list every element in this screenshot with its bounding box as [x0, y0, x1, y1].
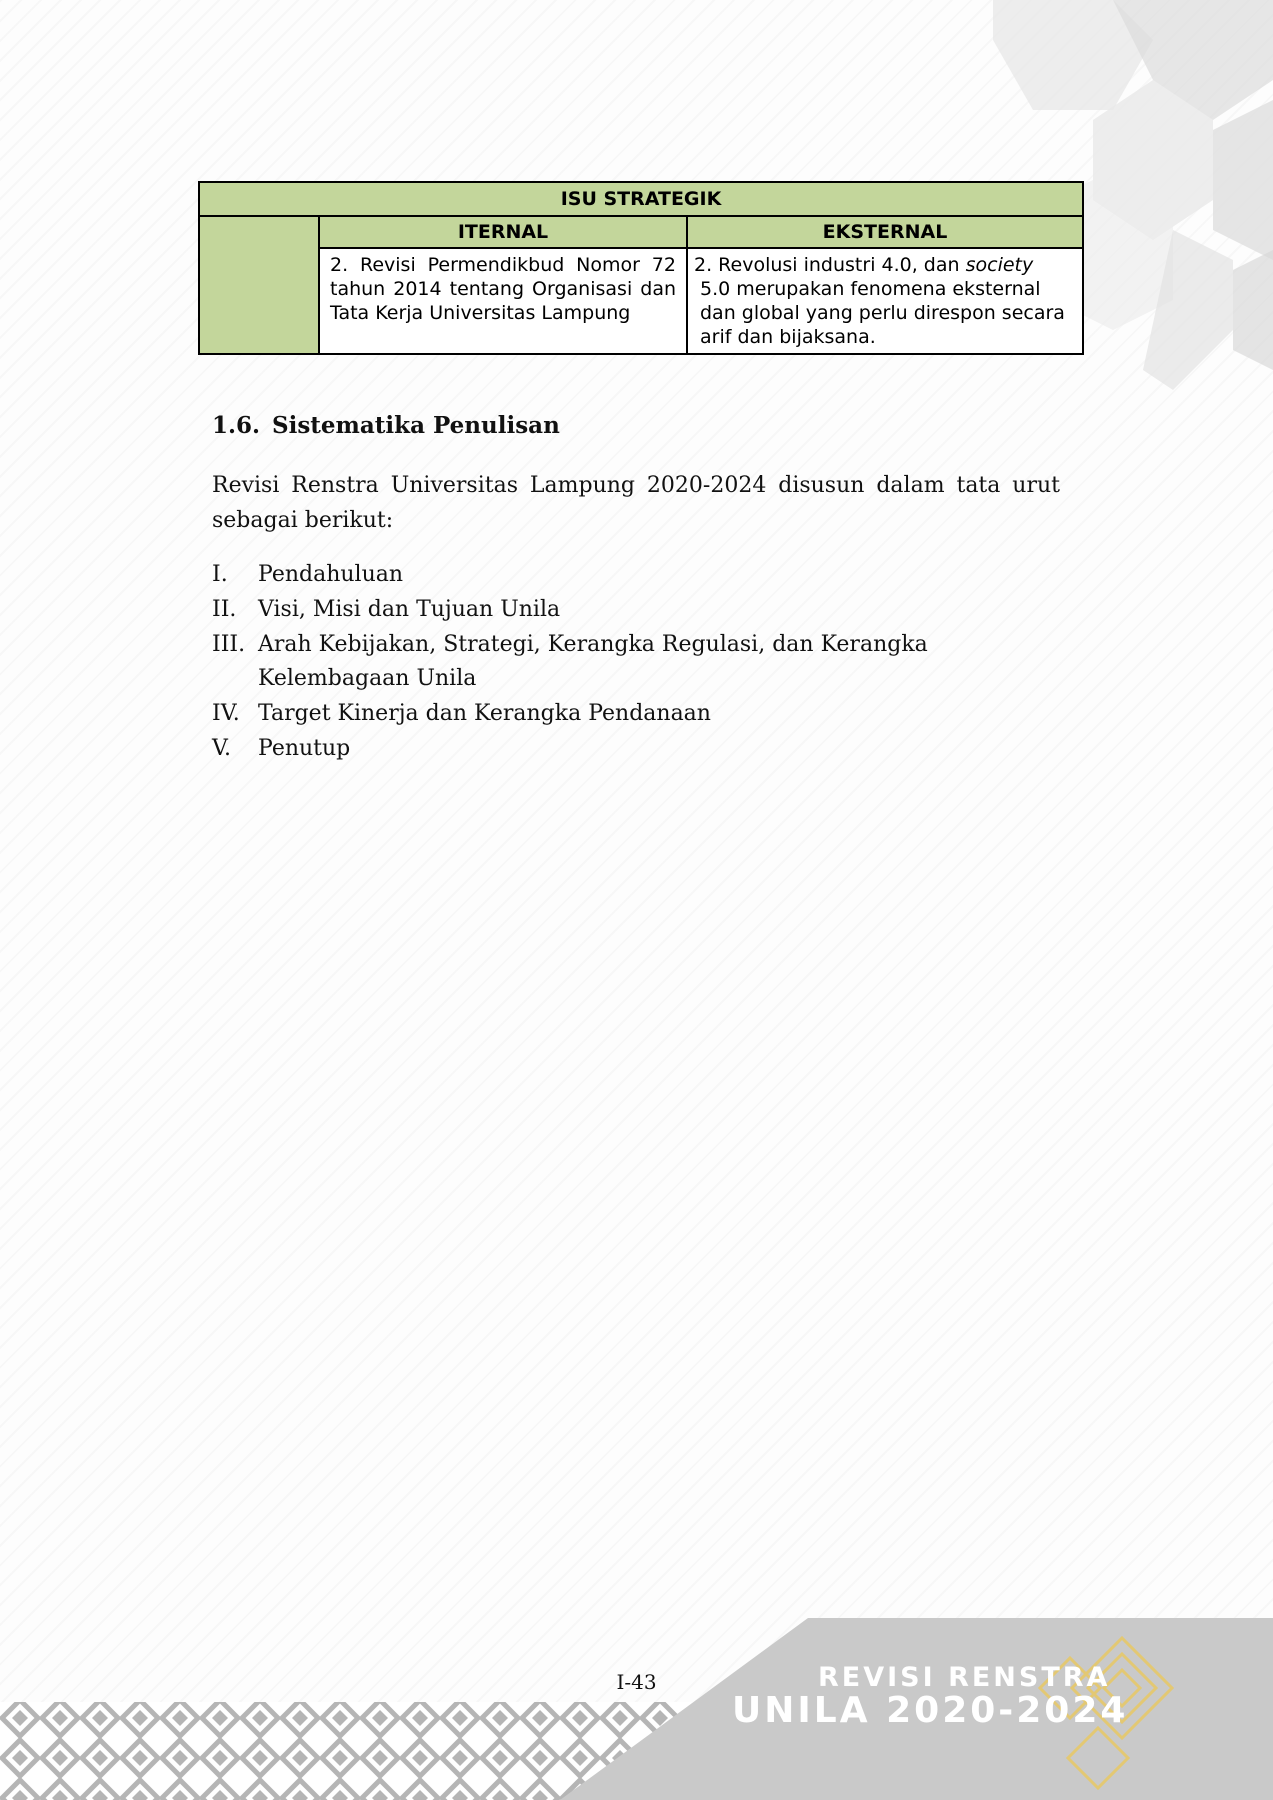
list-item-number: I.	[212, 562, 228, 587]
section-title: Sistematika Penulisan	[272, 412, 560, 439]
strategic-issues-table	[198, 181, 1084, 355]
list-item-number: III.	[212, 632, 246, 657]
external-line-2: 5.0 merupakan fenomena eksternal	[700, 278, 1041, 300]
list-item-text: Visi, Misi dan Tujuan Unila	[258, 597, 561, 622]
brand-line-2: UNILA 2020-2024	[732, 1690, 1129, 1731]
list-item	[212, 558, 1060, 592]
list-item-number: II.	[212, 597, 237, 622]
external-line-1-italic: society	[965, 254, 1034, 276]
intro-paragraph: Revisi Renstra Universitas Lampung 2020-2024 disusun dalam tata urut sebagai berikut:	[212, 473, 1060, 533]
list-item-number: IV.	[212, 701, 240, 726]
section-number: 1.6.	[212, 412, 261, 439]
external-line-1-text: 2. Revolusi industri 4.0, dan	[694, 254, 966, 276]
external-issue-cell	[687, 248, 1083, 354]
outline-list	[212, 558, 1060, 767]
list-item-text: Target Kinerja dan Kerangka Pendanaan	[258, 701, 711, 726]
page-number: I-43	[616, 1670, 657, 1694]
section-heading	[212, 412, 560, 439]
list-item	[212, 697, 1060, 731]
list-item-text: Arah Kebijakan, Strategi, Kerangka Regulasi, dan Kerangka Kelembagaan Unila	[258, 632, 928, 691]
brand-line-1: REVISI RENSTRA	[818, 1662, 1111, 1693]
list-item	[212, 593, 1060, 627]
list-item	[212, 628, 1060, 696]
column-header-internal: ITERNAL	[319, 216, 687, 248]
internal-issue-cell: 2. Revisi Permendikbud Nomor 72 tahun 2014 tentang Organisasi dan Tata Kerja Universitas Lampung	[319, 248, 687, 354]
list-item-text: Pendahuluan	[258, 562, 404, 587]
list-item	[212, 732, 1060, 766]
list-item-number: V.	[212, 736, 232, 761]
external-line-4: arif dan bijaksana.	[700, 326, 876, 348]
external-line-1	[694, 253, 1072, 277]
column-header-external: EKSTERNAL	[687, 216, 1083, 248]
table-left-cell	[199, 216, 319, 354]
external-line-3: dan global yang perlu direspon secara	[700, 302, 1065, 324]
table-header: ISU STRATEGIK	[199, 182, 1083, 216]
list-item-text: Penutup	[258, 736, 351, 761]
